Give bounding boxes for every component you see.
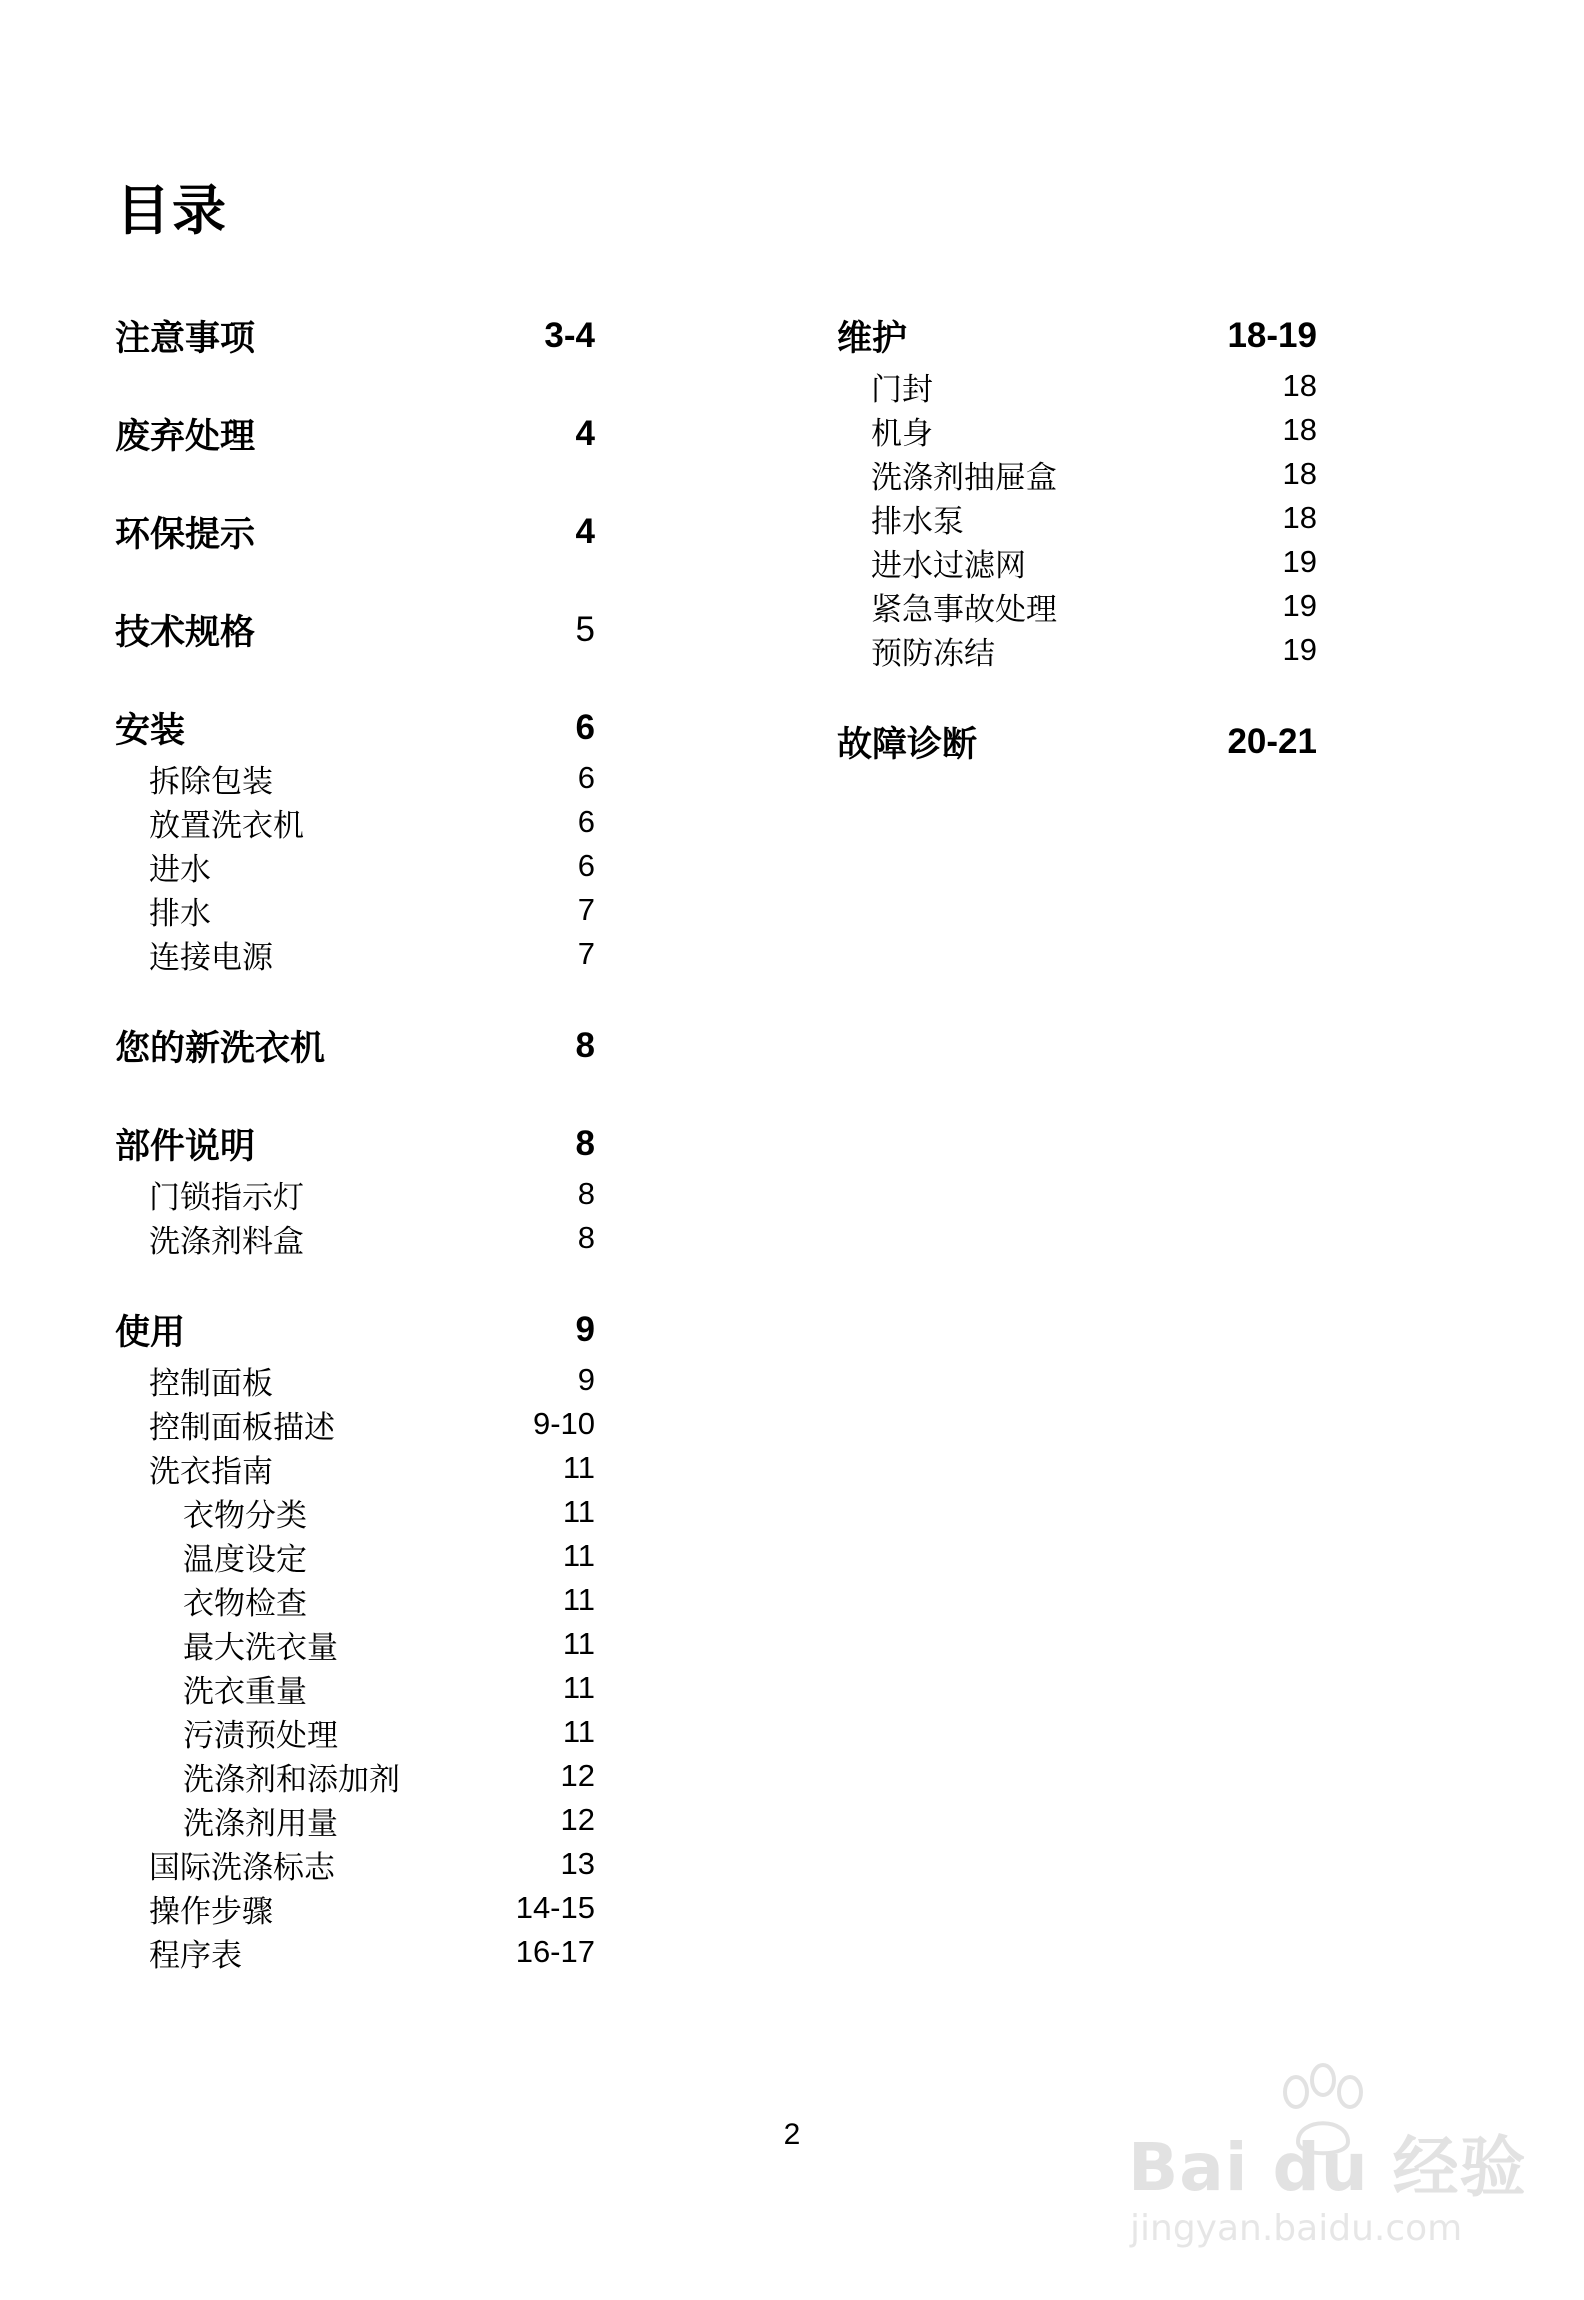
toc-entry-page: 11 — [562, 1450, 595, 1485]
toc-entry-title: 操作步骤 — [149, 1893, 273, 1930]
toc-subsubsection-entry[interactable] — [115, 1490, 595, 1534]
toc-entry-page: 6 — [577, 760, 595, 795]
toc-entry-title: 您的新洗衣机 — [115, 1029, 326, 1069]
toc-section-entry[interactable] — [837, 714, 1317, 770]
toc-entry-title: 排水 — [149, 895, 211, 932]
toc-subsection-entry[interactable] — [115, 844, 595, 888]
toc-entry-title: 进水过滤网 — [871, 547, 1026, 584]
toc-entry-page: 9 — [575, 1310, 595, 1349]
toc-entry-title: 洗衣指南 — [149, 1453, 273, 1490]
toc-entry-title: 技术规格 — [115, 613, 256, 653]
toc-section-entry[interactable] — [115, 700, 595, 756]
toc-entry-page: 7 — [577, 936, 595, 971]
page-number: 2 — [783, 2118, 801, 2151]
toc-entry-title: 污渍预处理 — [183, 1717, 338, 1754]
toc-entry-page: 11 — [562, 1582, 595, 1617]
toc-entry-title: 洗涤剂和添加剂 — [183, 1761, 400, 1798]
toc-entry-title: 门封 — [871, 371, 933, 408]
toc-section-entry[interactable] — [837, 308, 1317, 364]
toc-entry-page: 19 — [1282, 588, 1317, 623]
toc-subsection-entry[interactable] — [837, 408, 1317, 452]
toc-entry-page: 13 — [560, 1846, 595, 1881]
toc-subsection-entry[interactable] — [115, 756, 595, 800]
toc-entry-title: 排水泵 — [871, 503, 964, 540]
toc-section-entry[interactable] — [115, 1302, 595, 1358]
toc-entry-page: 9-10 — [532, 1406, 595, 1441]
toc-entry-page: 3-4 — [544, 316, 595, 355]
toc-entry-title: 控制面板 — [149, 1365, 273, 1402]
toc-subsection-entry[interactable] — [115, 1402, 595, 1446]
toc-subsubsection-entry[interactable] — [115, 1666, 595, 1710]
toc-section-entry[interactable] — [115, 406, 595, 462]
toc-entry-page: 5 — [575, 610, 595, 649]
toc-entry-page: 4 — [575, 414, 595, 453]
toc-entry-page: 6 — [575, 708, 595, 747]
toc-spacer — [115, 364, 595, 406]
toc-entry-title: 放置洗衣机 — [149, 807, 304, 844]
toc-spacer — [115, 658, 595, 700]
toc-entry-title: 紧急事故处理 — [871, 591, 1057, 628]
toc-subsection-entry[interactable] — [837, 540, 1317, 584]
toc-entry-page: 11 — [562, 1626, 595, 1661]
toc-spacer — [115, 976, 595, 1018]
toc-spacer — [837, 672, 1317, 714]
toc-entry-page: 19 — [1282, 632, 1317, 667]
toc-subsection-entry[interactable] — [115, 1886, 595, 1930]
toc-entry-title: 衣物检查 — [183, 1585, 307, 1622]
toc-entry-page: 9 — [577, 1362, 595, 1397]
toc-entry-page: 11 — [562, 1494, 595, 1529]
toc-entry-title: 控制面板描述 — [149, 1409, 335, 1446]
toc-subsection-entry[interactable] — [115, 1930, 595, 1974]
toc-subsection-entry[interactable] — [115, 800, 595, 844]
toc-entry-title: 程序表 — [149, 1937, 242, 1974]
toc-spacer — [115, 462, 595, 504]
toc-subsubsection-entry[interactable] — [115, 1754, 595, 1798]
toc-section-entry[interactable] — [115, 602, 595, 658]
toc-entry-page: 4 — [575, 512, 595, 551]
toc-entry-page: 18 — [1282, 500, 1317, 535]
toc-subsection-entry[interactable] — [115, 932, 595, 976]
toc-entry-title: 拆除包装 — [149, 763, 273, 800]
toc-section-entry[interactable] — [115, 1018, 595, 1074]
toc-entry-page: 8 — [577, 1220, 595, 1255]
toc-subsubsection-entry[interactable] — [115, 1578, 595, 1622]
page-title: 目录 — [116, 179, 228, 242]
toc-entry-title: 国际洗涤标志 — [149, 1849, 335, 1886]
toc-entry-page: 18 — [1282, 368, 1317, 403]
toc-entry-title: 洗涤剂抽屉盒 — [871, 459, 1057, 496]
toc-entry-page: 18 — [1282, 412, 1317, 447]
watermark-brand: Bai du 经验 — [1128, 2129, 1527, 2206]
toc-subsubsection-entry[interactable] — [115, 1534, 595, 1578]
toc-subsection-entry[interactable] — [837, 584, 1317, 628]
toc-entry-title: 洗衣重量 — [183, 1673, 307, 1710]
watermark-url: jingyan.baidu.com — [1130, 2208, 1463, 2249]
toc-entry-title: 最大洗衣量 — [183, 1629, 338, 1666]
toc-spacer — [115, 1260, 595, 1302]
toc-entry-page: 6 — [577, 804, 595, 839]
toc-subsection-entry[interactable] — [837, 452, 1317, 496]
toc-entry-title: 环保提示 — [115, 515, 256, 555]
toc-subsection-entry[interactable] — [115, 888, 595, 932]
toc-entry-page: 18 — [1282, 456, 1317, 491]
toc-entry-title: 机身 — [871, 415, 933, 452]
toc-entry-page: 18-19 — [1227, 316, 1317, 355]
toc-entry-page: 12 — [560, 1802, 595, 1837]
toc-entry-title: 故障诊断 — [837, 725, 978, 765]
toc-entry-title: 废弃处理 — [115, 417, 256, 457]
toc-section-entry[interactable] — [115, 504, 595, 560]
toc-entry-title: 连接电源 — [149, 939, 273, 976]
toc-subsection-entry[interactable] — [837, 628, 1317, 672]
toc-subsection-entry[interactable] — [115, 1446, 595, 1490]
toc-entry-page: 14-15 — [515, 1890, 595, 1925]
toc-entry-title: 预防冻结 — [871, 635, 995, 672]
toc-entry-page: 11 — [562, 1714, 595, 1749]
toc-subsubsection-entry[interactable] — [115, 1798, 595, 1842]
toc-entry-page: 11 — [562, 1538, 595, 1573]
toc-entry-title: 门锁指示灯 — [149, 1179, 304, 1216]
toc-entry-page: 7 — [577, 892, 595, 927]
toc-spacer — [115, 560, 595, 602]
toc-entry-page: 19 — [1282, 544, 1317, 579]
toc-subsubsection-entry[interactable] — [115, 1710, 595, 1754]
toc-subsection-entry[interactable] — [837, 496, 1317, 540]
toc-entry-title: 温度设定 — [183, 1541, 307, 1578]
toc-entry-title: 衣物分类 — [183, 1497, 307, 1534]
toc-entry-title: 使用 — [115, 1313, 186, 1353]
toc-section-entry[interactable] — [115, 1116, 595, 1172]
toc-subsection-entry[interactable] — [837, 364, 1317, 408]
toc-entry-title: 安装 — [115, 711, 186, 751]
toc-entry-page: 8 — [577, 1176, 595, 1211]
toc-subsection-entry[interactable] — [115, 1216, 595, 1260]
toc-subsection-entry[interactable] — [115, 1842, 595, 1886]
baidu-jingyan-watermark — [1118, 2062, 1558, 2272]
toc-entry-title: 维护 — [837, 319, 908, 359]
toc-entry-page: 20-21 — [1227, 722, 1317, 761]
toc-entry-title: 注意事项 — [115, 319, 256, 359]
toc-entry-title: 进水 — [149, 851, 211, 888]
toc-spacer — [115, 1074, 595, 1116]
toc-entry-title: 部件说明 — [115, 1127, 256, 1167]
toc-entry-page: 11 — [562, 1670, 595, 1705]
toc-subsection-entry[interactable] — [115, 1358, 595, 1402]
toc-right-column — [837, 308, 1317, 770]
toc-entry-page: 12 — [560, 1758, 595, 1793]
toc-entry-page: 6 — [577, 848, 595, 883]
toc-entry-page: 8 — [575, 1124, 595, 1163]
toc-entry-title: 洗涤剂用量 — [183, 1805, 338, 1842]
toc-entry-title: 洗涤剂料盒 — [149, 1223, 304, 1260]
toc-subsubsection-entry[interactable] — [115, 1622, 595, 1666]
toc-entry-page: 16-17 — [515, 1934, 595, 1969]
toc-left-column — [115, 308, 595, 1974]
toc-section-entry[interactable] — [115, 308, 595, 364]
toc-subsection-entry[interactable] — [115, 1172, 595, 1216]
toc-entry-page: 8 — [575, 1026, 595, 1065]
